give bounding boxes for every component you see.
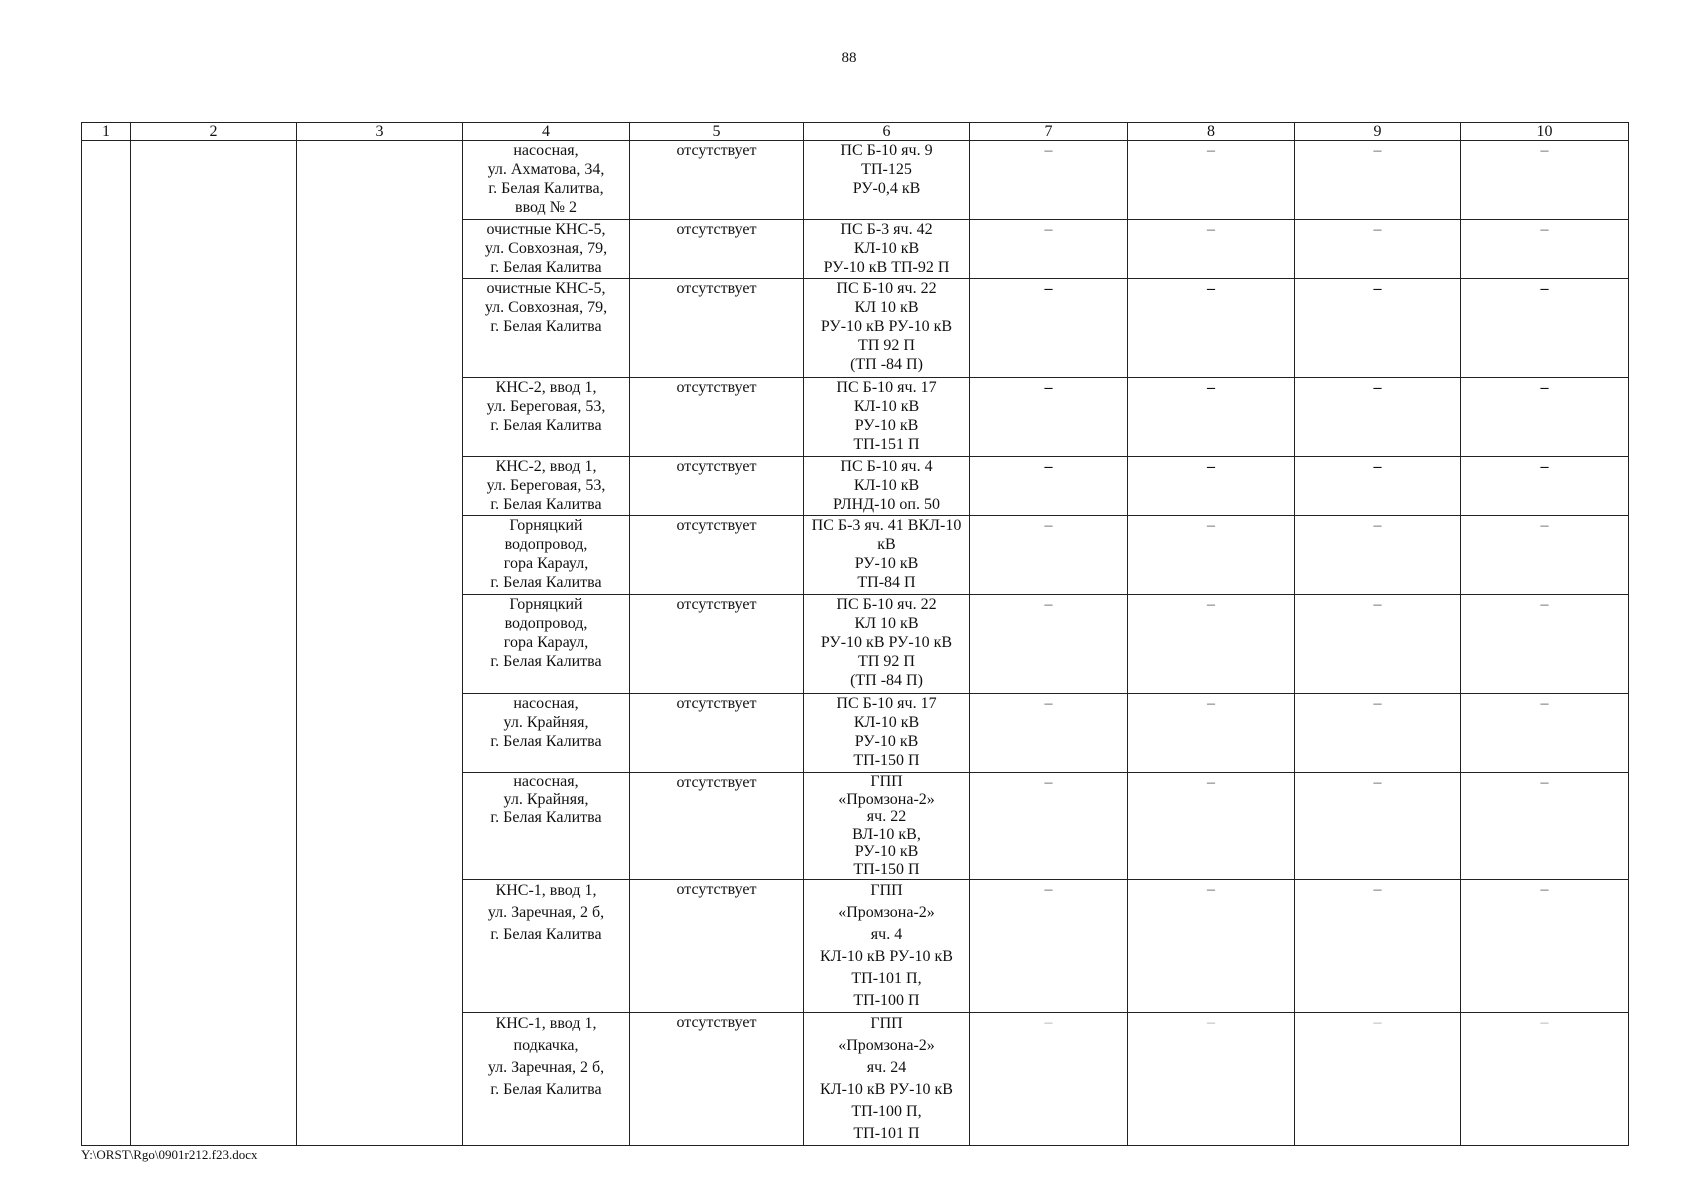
dash-cell: – [1295, 220, 1461, 279]
supply-cell: ПС Б-3 яч. 42 КЛ-10 кВ РУ-10 кВ ТП-92 П [804, 220, 970, 279]
dash-cell: – [1128, 773, 1295, 880]
status-cell: отсутствует [630, 378, 804, 457]
supply-cell: ГПП «Промзона-2» яч. 22 ВЛ-10 кВ, РУ-10 кВ ТП-150 П [804, 773, 970, 880]
merged-cell-col2 [131, 141, 297, 1146]
object-cell: насосная, ул. Крайняя, г. Белая Калитва [463, 773, 630, 880]
file-path-footer: Y:\ORST\Rgo\0901r212.f23.docx [81, 1147, 258, 1162]
dash-cell: – [1128, 694, 1295, 773]
dash-cell: – [1295, 378, 1461, 457]
status-cell: отсутствует [630, 279, 804, 378]
dash-cell: – [1295, 1013, 1461, 1146]
dash-cell: – [970, 1013, 1128, 1146]
column-header: 4 [463, 123, 630, 141]
dash-cell: – [970, 694, 1128, 773]
dash-cell: – [1128, 141, 1295, 220]
column-header: 2 [131, 123, 297, 141]
status-cell: отсутствует [630, 694, 804, 773]
supply-cell: ПС Б-10 яч. 22 КЛ 10 кВ РУ-10 кВ РУ-10 кВ ТП 92 П (ТП -84 П) [804, 595, 970, 694]
supply-cell: ПС Б-10 яч. 17 КЛ-10 кВ РУ-10 кВ ТП-150 П [804, 694, 970, 773]
dash-cell: – [1461, 1013, 1629, 1146]
page-number: 88 [841, 50, 857, 66]
table-row [82, 141, 1629, 220]
column-header: 1 [82, 123, 131, 141]
status-cell: отсутствует [630, 220, 804, 279]
supply-cell: ГПП «Промзона-2» яч. 24 КЛ-10 кВ РУ-10 кВ ТП-100 П, ТП-101 П [804, 1013, 970, 1146]
dash-cell: – [1128, 880, 1295, 1013]
supply-cell: ПС Б-10 яч. 4 КЛ-10 кВ РЛНД-10 оп. 50 [804, 457, 970, 516]
column-header: 5 [630, 123, 804, 141]
dash-cell: – [1295, 141, 1461, 220]
object-cell: Горняцкий водопровод, гора Караул, г. Белая Калитва [463, 516, 630, 595]
object-cell: КНС-1, ввод 1, ул. Заречная, 2 б, г. Белая Калитва [463, 880, 630, 1013]
dash-cell: – [970, 141, 1128, 220]
dash-cell: – [1461, 141, 1629, 220]
status-cell: отсутствует [630, 595, 804, 694]
status-cell: отсутствует [630, 457, 804, 516]
dash-cell: – [1128, 516, 1295, 595]
object-cell: насосная, ул. Ахматова, 34, г. Белая Калитва, ввод № 2 [463, 141, 630, 220]
dash-cell: – [1128, 220, 1295, 279]
status-cell: отсутствует [630, 773, 804, 880]
dash-cell: – [1295, 880, 1461, 1013]
dash-cell: – [970, 279, 1128, 378]
object-cell: очистные КНС-5, ул. Совхозная, 79, г. Белая Калитва [463, 220, 630, 279]
object-cell: очистные КНС-5, ул. Совхозная, 79, г. Белая Калитва [463, 279, 630, 378]
supply-cell: ПС Б-10 яч. 17 КЛ-10 кВ РУ-10 кВ ТП-151 П [804, 378, 970, 457]
column-header: 8 [1128, 123, 1295, 141]
dash-cell: – [1128, 279, 1295, 378]
merged-cell-col1 [82, 141, 131, 1146]
dash-cell: – [1461, 220, 1629, 279]
dash-cell: – [1295, 516, 1461, 595]
column-header: 10 [1461, 123, 1629, 141]
dash-cell: – [1461, 694, 1629, 773]
dash-cell: – [1295, 773, 1461, 880]
status-cell: отсутствует [630, 880, 804, 1013]
dash-cell: – [1461, 279, 1629, 378]
status-cell: отсутствует [630, 516, 804, 595]
dash-cell: – [1295, 279, 1461, 378]
object-cell: Горняцкий водопровод, гора Караул, г. Белая Калитва [463, 595, 630, 694]
object-cell: насосная, ул. Крайняя, г. Белая Калитва [463, 694, 630, 773]
dash-cell: – [1295, 595, 1461, 694]
dash-cell: – [1461, 516, 1629, 595]
dash-cell: – [1461, 880, 1629, 1013]
supply-cell: ГПП «Промзона-2» яч. 4 КЛ-10 кВ РУ-10 кВ ТП-101 П, ТП-100 П [804, 880, 970, 1013]
dash-cell: – [1128, 595, 1295, 694]
column-header: 6 [804, 123, 970, 141]
supply-cell: ПС Б-10 яч. 9 ТП-125 РУ-0,4 кВ [804, 141, 970, 220]
status-cell: отсутствует [630, 141, 804, 220]
dash-cell: – [970, 220, 1128, 279]
dash-cell: – [970, 378, 1128, 457]
dash-cell: – [970, 773, 1128, 880]
dash-cell: – [970, 880, 1128, 1013]
header-row [82, 123, 1629, 141]
column-header: 9 [1295, 123, 1461, 141]
dash-cell: – [1461, 378, 1629, 457]
dash-cell: – [1295, 694, 1461, 773]
dash-cell: – [970, 595, 1128, 694]
dash-cell: – [1461, 595, 1629, 694]
dash-cell: – [1128, 457, 1295, 516]
merged-cell-col3 [297, 141, 463, 1146]
column-header: 7 [970, 123, 1128, 141]
data-table [81, 122, 1629, 1146]
object-cell: КНС-2, ввод 1, ул. Береговая, 53, г. Белая Калитва [463, 457, 630, 516]
dash-cell: – [1128, 378, 1295, 457]
dash-cell: – [1461, 773, 1629, 880]
object-cell: КНС-1, ввод 1, подкачка, ул. Заречная, 2 б, г. Белая Калитва [463, 1013, 630, 1146]
dash-cell: – [970, 457, 1128, 516]
dash-cell: – [1128, 1013, 1295, 1146]
supply-cell: ПС Б-3 яч. 41 ВКЛ-10 кВ РУ-10 кВ ТП-84 П [804, 516, 970, 595]
status-cell: отсутствует [630, 1013, 804, 1146]
dash-cell: – [1295, 457, 1461, 516]
object-cell: КНС-2, ввод 1, ул. Береговая, 53, г. Белая Калитва [463, 378, 630, 457]
column-header: 3 [297, 123, 463, 141]
supply-cell: ПС Б-10 яч. 22 КЛ 10 кВ РУ-10 кВ РУ-10 кВ ТП 92 П (ТП -84 П) [804, 279, 970, 378]
dash-cell: – [1461, 457, 1629, 516]
dash-cell: – [970, 516, 1128, 595]
